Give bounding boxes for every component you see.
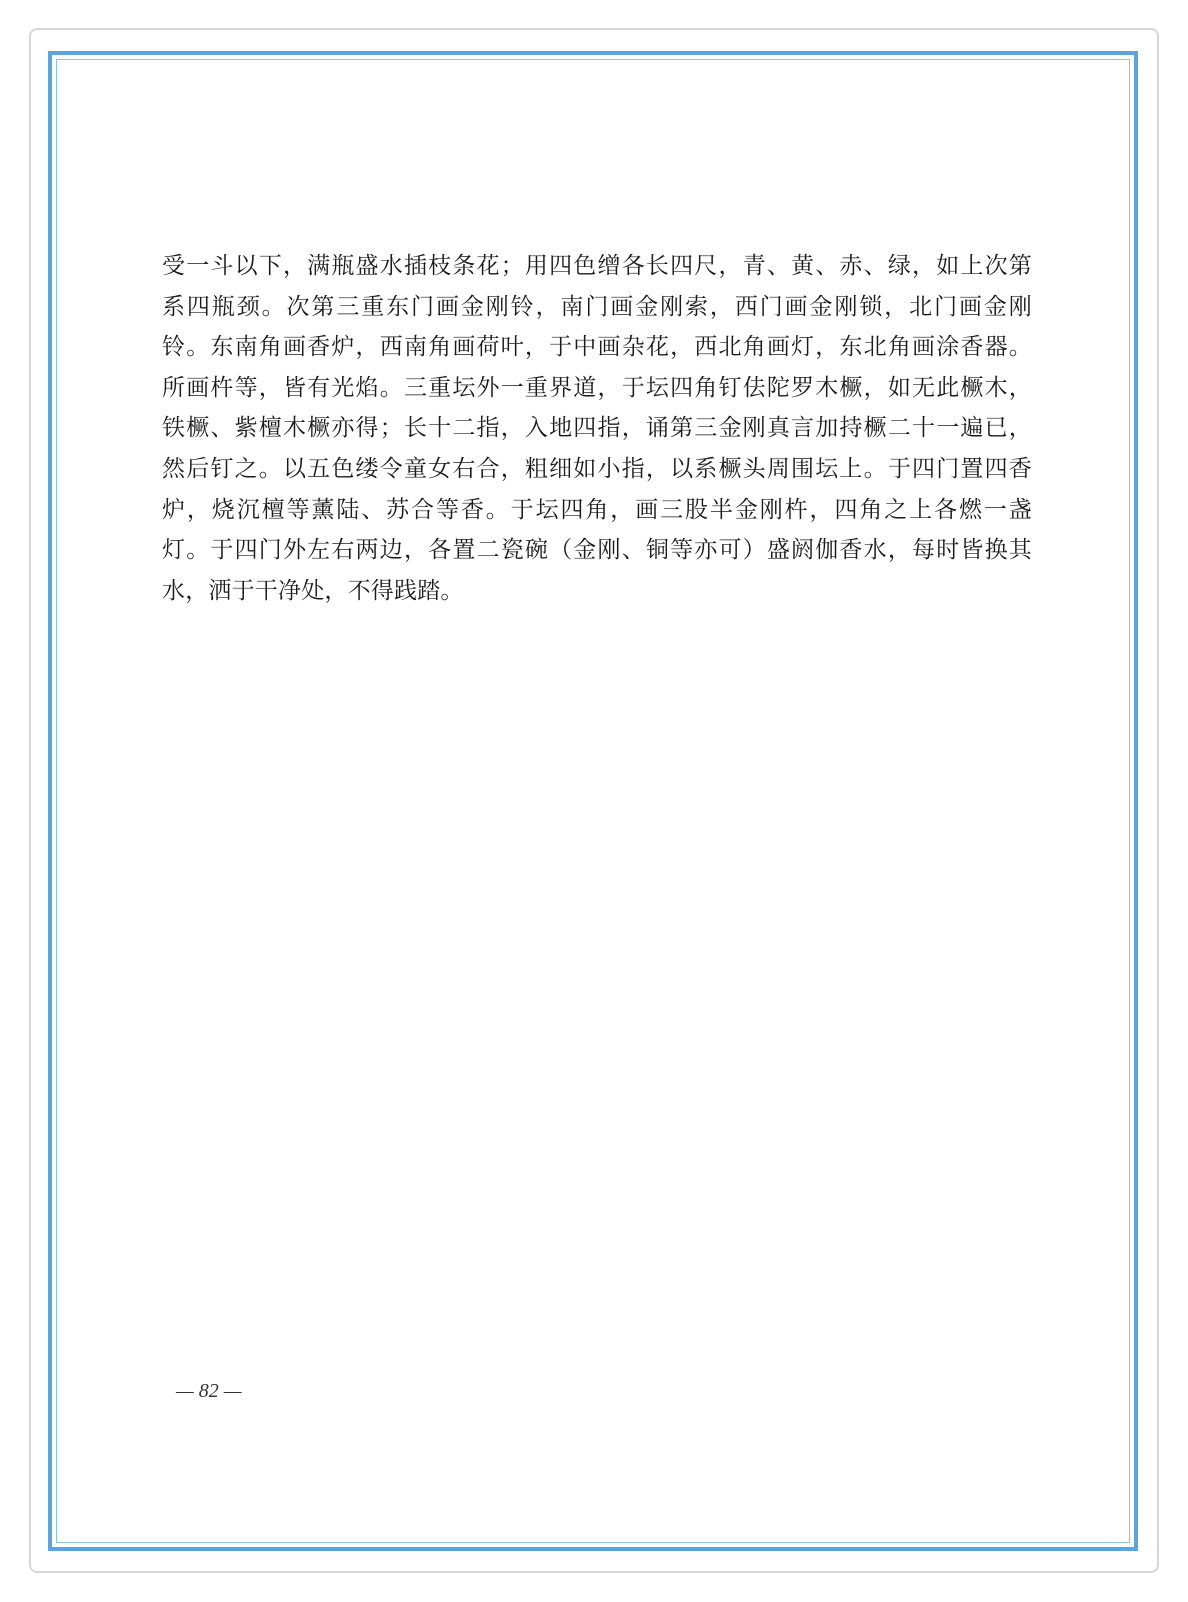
body-text-line: 铃。东南角画香炉，西南角画荷叶，于中画杂花，西北角画灯，东北角画涂香器。 bbox=[162, 334, 1032, 361]
page-number: — 82 — bbox=[176, 1380, 242, 1402]
body-text-line: 灯。于四门外左右两边，各置二瓷碗（金刚、铜等亦可）盛阏伽香水，每时皆换其 bbox=[162, 537, 1032, 564]
body-text-line: 受一斗以下，满瓶盛水插枝条花；用四色缯各长四尺，青、黄、赤、绿，如上次第 bbox=[162, 253, 1032, 279]
body-text-line: 所画杵等，皆有光焰。三重坛外一重界道，于坛四角钉佉陀罗木橛，如无此橛木， bbox=[162, 374, 1032, 401]
body-text-line: 系四瓶颈。次第三重东门画金刚铃，南门画金刚索，西门画金刚锁，北门画金刚 bbox=[162, 293, 1032, 320]
body-text-line: 然后钉之。以五色缕令童女右合，粗细如小指，以系橛头周围坛上。于四门置四香 bbox=[162, 455, 1032, 482]
body-text-line: 水，洒于干净处，不得践踏。 bbox=[162, 577, 464, 604]
body-text-block bbox=[162, 246, 1032, 611]
body-text-line: 炉，烧沉檀等薰陆、苏合等香。于坛四角，画三股半金刚杵，四角之上各燃一盏 bbox=[162, 496, 1032, 523]
body-text-line: 铁橛、紫檀木橛亦得；长十二指，入地四指，诵第三金刚真言加持橛二十一遍已， bbox=[162, 415, 1032, 442]
